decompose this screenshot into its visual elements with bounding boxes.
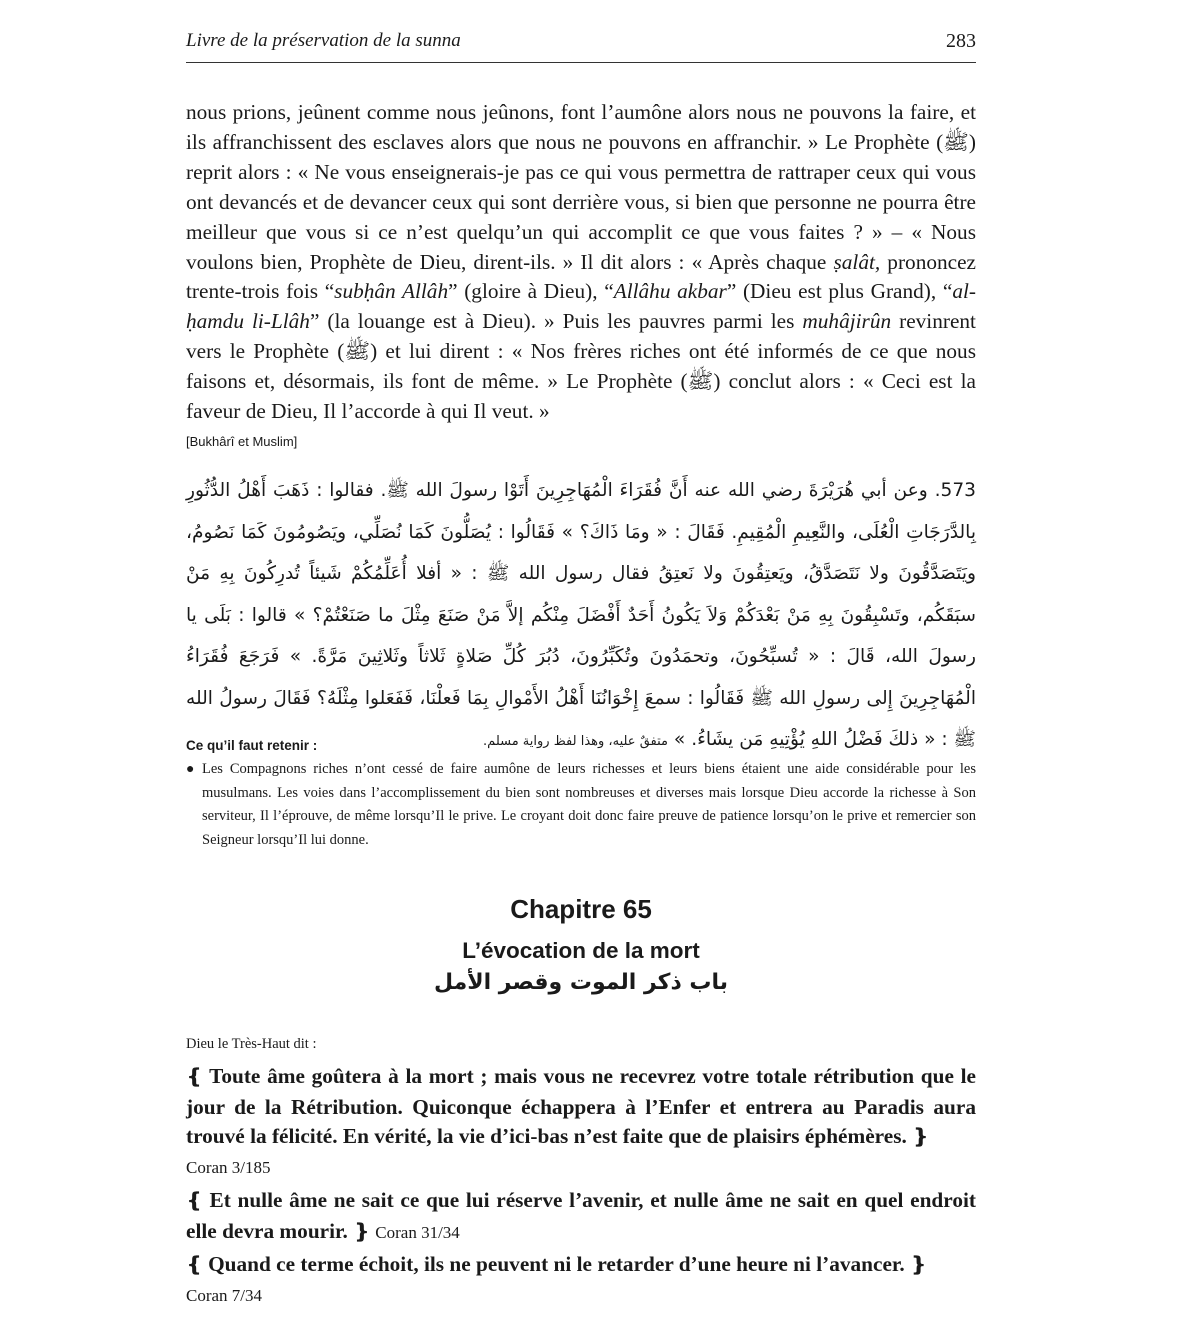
quran-verse <box>186 1250 976 1310</box>
ornate-bracket-open-icon: ❴ <box>186 1254 203 1276</box>
text-segment: ” (gloire à Dieu), “ <box>448 279 614 304</box>
running-title: Livre de la préservation de la sunna <box>186 30 461 51</box>
quran-verse <box>186 1062 976 1182</box>
text-segment: ” (la louange est à Dieu). » Puis les pauvres parmi les <box>309 309 803 334</box>
verse-reference: Coran 31/34 <box>375 1222 460 1242</box>
text-segment: prononcez trente-trois fois “ <box>186 249 976 304</box>
term-salat: ṣalât, <box>833 249 881 274</box>
hadith-translation <box>186 98 976 427</box>
verses-intro: Dieu le Très-Haut dit : <box>186 1036 317 1052</box>
chapter-title: L’évocation de la mort <box>462 938 700 963</box>
ornate-bracket-close-icon: ❵ <box>353 1220 370 1243</box>
quran-verse <box>186 1186 976 1247</box>
term-allahu-akbar: Allâhu akbar <box>613 279 727 304</box>
ornate-bracket-open-icon: ❴ <box>186 1190 203 1212</box>
retain-list <box>186 758 976 853</box>
text-segment: ” (Dieu est plus Grand), “ <box>726 279 953 304</box>
term-al-hamdu: al-ḥamdu li-Llâh <box>186 279 976 334</box>
text-segment: nous prions, jeûnent comme nous jeûnons, font l’aumône alors nous ne pouvons la faire, et ils affranchissent des esclaves alors que nous ne pouvons en affranchir. » Le Prophète (ﷺ) reprit alors : « Ne vous enseignerais-je pas ce qui vous permettra de rattraper ceux qui vous ont devancés et de devancer ceux qui sont derrière vous, si bien que personne ne pourra être meilleur que vous si ce n’est quelqu’un qui accomplit ce que vous faites ? » – « Nous voulons bien, Prophète de Dieu, dirent-ils. » Il dit alors : « Après chaque <box>186 100 976 274</box>
ornate-bracket-close-icon: ❵ <box>910 1254 927 1276</box>
ornate-bracket-close-icon: ❵ <box>912 1126 929 1148</box>
verse-reference: Coran 7/34 <box>186 1285 263 1305</box>
verse-reference: Coran 3/185 <box>186 1157 271 1177</box>
verse-text: Toute âme goûtera à la mort ; mais vous ne recevrez votre totale rétribution que le jour de la Rétribution. Quiconque échappera à l’Enfer et entrera au Paradis aura trouvé la félicité. En vérité, la vie d’ici-bas n’est faite que de plaisirs éphémères. <box>186 1064 976 1148</box>
hadith-number: 573. <box>934 480 976 501</box>
page-number: 283 <box>946 30 976 52</box>
translation-paragraph <box>186 98 976 427</box>
header-rule <box>186 62 976 63</box>
retain-item-text: Les Compagnons riches n’ont cessé de faire aumône de leurs richesses et leurs biens étaient une aide considérable pour les musulmans. Les voies dans l’accomplissement du bien sont nombreuses et diverses mais lorsque Dieu accorde la richesse à Son serviteur, Il l’éprouve, de même lorsqu’Il le prive. Le croyant doit donc faire preuve de patience lorsqu’on le prive et remercier son Seigneur lorsqu’Il lui donne. <box>202 761 976 849</box>
ornate-bracket-open-icon: ❴ <box>186 1066 203 1088</box>
arabic-hadith-text: وعن أبي هُرَيْرَةَ رضي الله عنه أَنَّ فُقَرَاءَ الْمُهَاجِرِينَ أَتَوْا رسولَ الله ﷺ. فقالوا : ذَهَبَ أَهْلُ الدُّثُورِ بِالدَّرَجَاتِ الْعُلَى، والنَّعِيمِ الْمُقِيمِ. فَقَالَ : « ومَا ذَاكَ؟ » فَقَالُوا : يُصَلُّونَ كَمَا نُصَلِّي، ويَصُومُونَ كَمَا نَصُومُ، ويَتَصَدَّقُونَ ولا نَتَصَدَّقُ، ويَعتِقُونَ ولا نَعتِقُ فقال رسول الله ﷺ : « أفلا أُعَلِّمُكُمْ شَيئاً تُدرِكُونَ بِهِ مَنْ سبَقَكُم، وتَسْبِقُونَ بِهِ مَنْ بَعْدَكُمْ وَلاَ يَكُونُ أَحَدٌ أَفْضَلَ مِنْكُم إلاَّ مَنْ صَنَعَ مِثْلَ ما صَنَعْتُمْ؟ » قالوا : بَلَى يا رسولَ الله، قَالَ : « تُسبِّحُونَ، وتحمَدُونَ وتُكَبِّرُونَ، دُبُرَ كُلِّ صَلاةٍ ثَلاثاً وثَلاثِينَ مَرَّةً. » فَرَجَعَ فُقَرَاءُ الْمُهَاجِرِينَ إِلى رسولِ الله ﷺ فَقَالُوا : سمعَ إِخْوَانُنَا أَهْلُ الأَمْوالِ بِمَا فَعلْنَا، فَفَعَلوا مِثْلَهُ؟ فَقَالَ رسولُ الله ﷺ : « ذلكَ فَضْلُ اللهِ يُؤْتِيهِ مَن يشَاءُ. » <box>186 480 976 750</box>
verse-text: Quand ce terme échoit, ils ne peuvent ni le retarder d’une heure ni l’avancer. <box>208 1252 905 1276</box>
chapter-title-arabic: باب ذكر الموت وقصر الأمل <box>433 970 729 995</box>
term-muhajirun: muhâjirûn <box>802 309 892 334</box>
running-header <box>186 30 976 58</box>
arabic-attribution: متفقٌ عليه، وهذا لفظ رواية مسلم. <box>483 734 668 749</box>
chapter-number: Chapitre 65 <box>510 894 652 924</box>
verse-text: Et nulle âme ne sait ce que lui réserve l’avenir, et nulle âme ne sait en quel endroit elle devra mourir. <box>186 1188 976 1243</box>
bullet-icon: ● <box>186 762 195 777</box>
term-subhan-allah: subḥân Allâh <box>334 279 449 304</box>
retain-item <box>186 758 976 853</box>
retain-label: Ce qu’il faut retenir : <box>186 738 318 753</box>
text-segment: revinrent vers le Prophète (ﷺ) et lui dirent : « Nos frères riches ont été informés de ce que nous faisons et, désormais, ils font de même. » Le Prophète (ﷺ) conclut alors : « Ceci est la faveur de Dieu, Il l’accorde à qui Il veut. » <box>186 309 976 424</box>
arabic-hadith <box>186 470 976 763</box>
hadith-source: [Bukhârî et Muslim] <box>186 434 298 449</box>
